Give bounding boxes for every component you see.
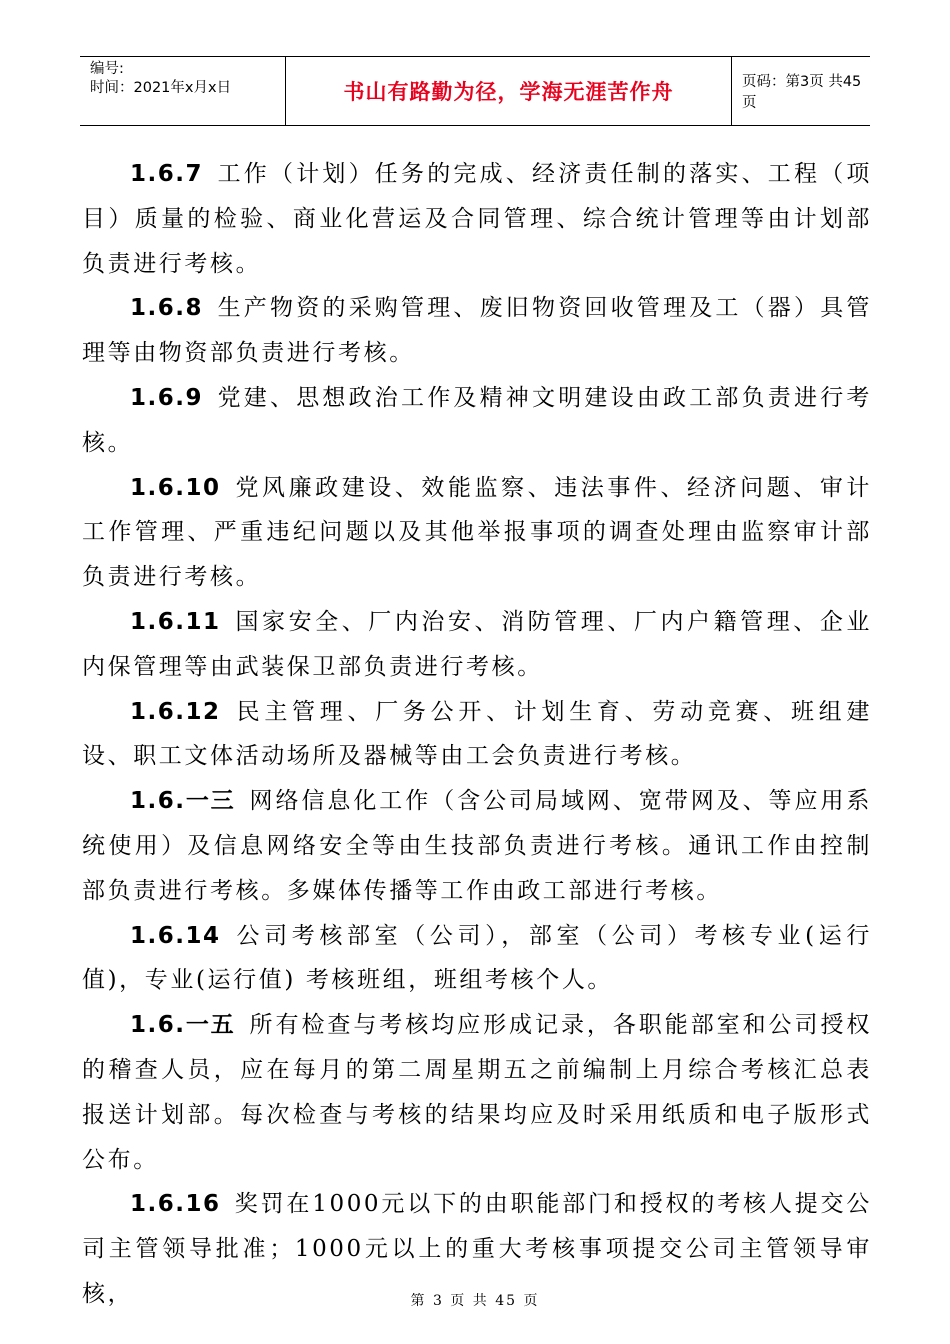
clause-paragraph [82,466,872,600]
document-body [82,152,872,1317]
clause-number: 1.6.12 [130,698,221,725]
clause-paragraph [82,600,872,690]
clause-paragraph [82,914,872,1004]
clause-number: 1.6.7 [130,161,203,187]
header-page-info: 页码：第3页 共45页 [742,74,862,111]
clause-paragraph [82,779,872,913]
clause-number: 1.6.10 [130,474,221,501]
clause-number: 1.6.8 [130,295,203,322]
clause-text: 生产物资的采购管理、废旧物资回收管理及工（器）具管理等由物资部负责进行考核。 [82,295,872,367]
clause-paragraph [82,1003,872,1182]
clause-text: 国家安全、厂内治安、消防管理、厂内户籍管理、企业内保管理等由武装保卫部负责进行考核。 [82,608,872,680]
clause-number: 1.6.11 [130,608,221,635]
document-time-label: 时间：2021年x月x日 [90,80,232,96]
clause-text: 党建、思想政治工作及精神文明建设由政工部负责进行考核。 [82,384,872,456]
clause-text: 网络信息化工作（含公司局域网、宽带网及、等应用系统使用）及信息网络安全等由生技部负责进行考核。通讯工作由控制部负责进行考核。多媒体传播等工作由政工部进行考核。 [82,788,873,904]
page-footer: 第 3 页 共 45 页 [410,1293,540,1309]
clause-text: 民主管理、厂务公开、计划生育、劳动竞赛、班组建设、职工文体活动场所及器械等由工会负责进行考核。 [82,698,872,770]
header-meta [80,57,285,125]
clause-number: 1.6.9 [130,384,203,411]
clause-text: 奖罚在1000元以下的由职能部门和授权的考核人提交公司主管领导批准；1000元以上的重大考核事项提交公司主管领导审核， [82,1191,872,1307]
clause-paragraph [82,286,872,376]
clause-paragraph [82,152,872,286]
clause-number: 1.6.一三 [130,788,236,815]
header-motto: 书山有路勤为径，学海无涯苦作舟 [343,80,674,104]
page-header [80,56,870,126]
clause-text: 公司考核部室（公司），部室（公司）考核专业(运行值)，专业(运行值) 考核班组，班组考核个人。 [82,922,872,994]
clause-text: 党风廉政建设、效能监察、违法事件、经济问题、审计工作管理、严重违纪问题以及其他举报事项的调查处理由监察审计部负责进行考核。 [82,474,872,591]
document-number-label: 编号: [90,61,124,77]
clause-text: 所有检查与考核均应形成记录，各职能部室和公司授权的稽查人员，应在每月的第二周星期五之前编制上月综合考核汇总表报送计划部。每次检查与考核的结果均应及时采用纸质和电子版形式公布。 [82,1012,873,1173]
clause-paragraph [82,690,872,780]
clause-number: 1.6.14 [130,922,221,949]
clause-paragraph [82,376,872,466]
clause-number: 1.6.一五 [130,1012,236,1039]
clause-text: 工作（计划）任务的完成、经济责任制的落实、工程（项目）质量的检验、商业化营运及合同管理、综合统计管理等由计划部负责进行考核。 [82,161,872,277]
clause-number: 1.6.16 [130,1191,221,1218]
header-motto-cell [285,57,732,125]
